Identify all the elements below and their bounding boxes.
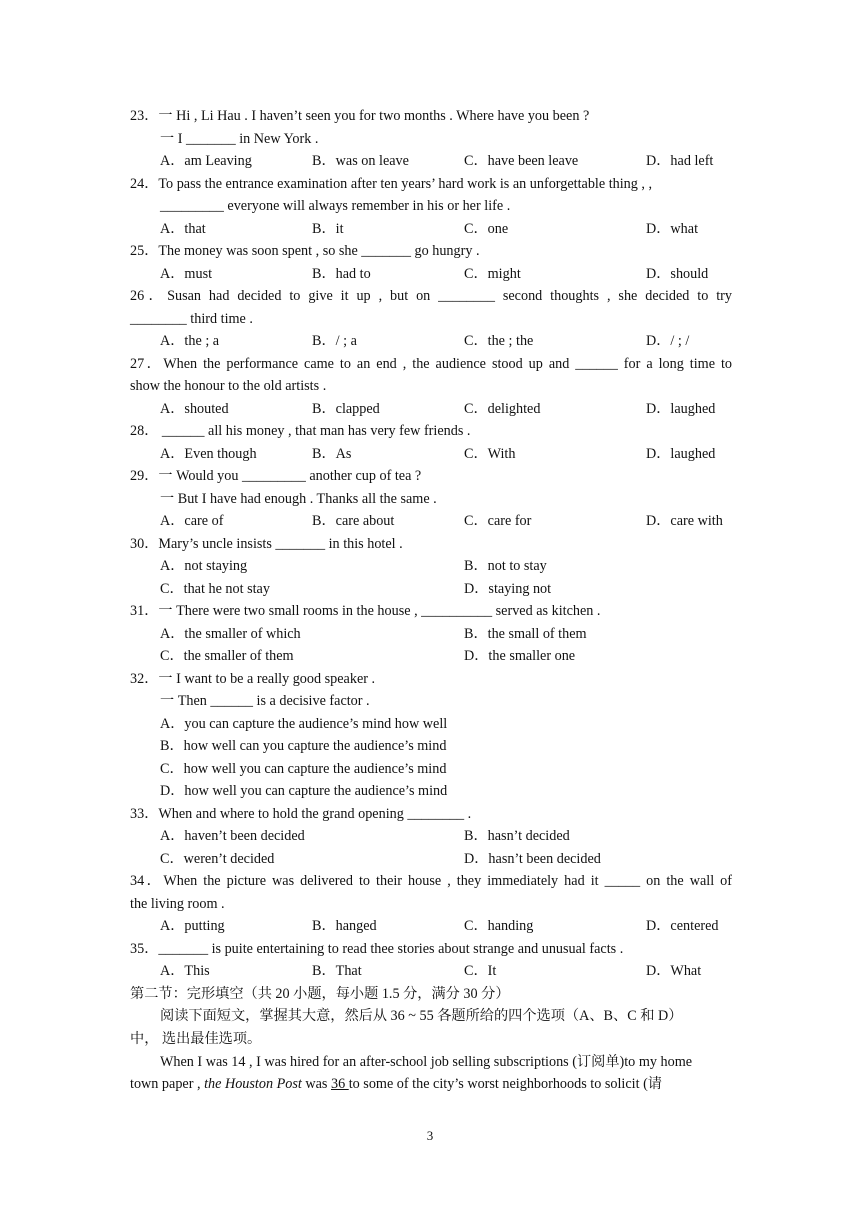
question-23-stem: 23．一 Hi , Li Hau . I haven’t seen you for two months . Where have you been ? bbox=[130, 108, 590, 124]
option-d: D．hasn’t been decided bbox=[464, 851, 601, 867]
question-32-option-d: D．how well you can capture the audience’s mind bbox=[160, 783, 448, 799]
option-b: B．clapped bbox=[312, 401, 380, 417]
question-24-options bbox=[0, 218, 860, 240]
option-d: D．should bbox=[646, 266, 709, 282]
question-34-stem: 34．When the picture was delivered to their house , they immediately had it _____ on the wall of bbox=[130, 873, 732, 889]
question-34-line2: the living room . bbox=[130, 896, 225, 912]
option-a: A．care of bbox=[160, 513, 224, 529]
option-d: D．laughed bbox=[646, 401, 716, 417]
option-a: A．putting bbox=[160, 918, 225, 934]
option-a: A．the smaller of which bbox=[160, 626, 301, 642]
question-26-options bbox=[0, 330, 860, 352]
question-31-stem: 31．一 There were two small rooms in the house , __________ served as kitchen . bbox=[130, 603, 601, 619]
option-d: D．laughed bbox=[646, 446, 716, 462]
question-27-line2: show the honour to the old artists . bbox=[130, 378, 327, 394]
option-d: D．what bbox=[646, 221, 699, 237]
option-c: C．weren’t decided bbox=[160, 851, 275, 867]
option-c: C．that he not stay bbox=[160, 581, 270, 597]
option-d: D．What bbox=[646, 963, 702, 979]
option-c: C．It bbox=[464, 963, 497, 979]
question-24-line2: _________ everyone will always remember in his or her life . bbox=[160, 198, 511, 214]
question-30-options-row1 bbox=[0, 555, 860, 577]
question-26-stem: 26．Susan had decided to give it up , but on ________ second thoughts , she decided to try bbox=[130, 288, 732, 304]
option-c: C．the ; the bbox=[464, 333, 534, 349]
question-34-options bbox=[0, 915, 860, 937]
option-b: B．hasn’t decided bbox=[464, 828, 570, 844]
option-c: C．one bbox=[464, 221, 509, 237]
question-32-option-b: B．how well can you capture the audience’s mind bbox=[160, 738, 447, 754]
option-b: B．it bbox=[312, 221, 344, 237]
question-33-options-row1 bbox=[0, 825, 860, 847]
question-25-stem: 25．The money was soon spent , so she _______ go hungry . bbox=[130, 243, 480, 259]
option-a: A．am Leaving bbox=[160, 153, 252, 169]
option-c: C．might bbox=[464, 266, 521, 282]
option-c: C．With bbox=[464, 446, 516, 462]
option-d: D．the smaller one bbox=[464, 648, 576, 664]
question-28-stem: 28． ______ all his money , that man has very few friends . bbox=[130, 423, 471, 439]
question-35-stem: 35．_______ is puite entertaining to read thee stories about strange and unusual facts . bbox=[130, 941, 624, 957]
option-d: D．centered bbox=[646, 918, 719, 934]
question-23-line2: 一 I _______ in New York . bbox=[160, 131, 319, 147]
option-b: B．/ ; a bbox=[312, 333, 357, 349]
question-30-options-row2 bbox=[0, 578, 860, 600]
option-a: A．not staying bbox=[160, 558, 248, 574]
option-b: B．As bbox=[312, 446, 352, 462]
option-b: B．That bbox=[312, 963, 362, 979]
newspaper-name: the Houston Post bbox=[204, 1076, 302, 1092]
option-d: D．staying not bbox=[464, 581, 552, 597]
question-31-options-row2 bbox=[0, 645, 860, 667]
option-a: A．must bbox=[160, 266, 213, 282]
option-b: B．not to stay bbox=[464, 558, 547, 574]
question-29-options bbox=[0, 510, 860, 532]
option-c: C．care for bbox=[464, 513, 532, 529]
question-29-stem: 29．一 Would you _________ another cup of tea ? bbox=[130, 468, 422, 484]
question-31-options-row1 bbox=[0, 623, 860, 645]
option-c: C．the smaller of them bbox=[160, 648, 294, 664]
option-b: B．had to bbox=[312, 266, 371, 282]
passage-line1: When I was 14 , I was hired for an after-school job selling subscriptions (订阅单)to my home bbox=[160, 1054, 693, 1070]
page-number: 3 bbox=[426, 1128, 434, 1143]
option-a: A．haven’t been decided bbox=[160, 828, 305, 844]
option-c: C．handing bbox=[464, 918, 534, 934]
question-25-options bbox=[0, 263, 860, 285]
instructions-line1: 阅读下面短文，掌握其大意，然后从 36 ~ 55 各题所给的四个选项（A、B、C 和 D） bbox=[160, 1008, 683, 1024]
question-23-options bbox=[0, 150, 860, 172]
question-33-stem: 33．When and where to hold the grand opening ________ . bbox=[130, 806, 472, 822]
section-heading: 第二节：完形填空（共 20 小题，每小题 1.5 分，满分 30 分） bbox=[130, 986, 510, 1002]
instructions-line2: 中， 选出最佳选项。 bbox=[130, 1031, 262, 1047]
passage-line2 bbox=[130, 1073, 732, 1095]
option-a: A．the ; a bbox=[160, 333, 220, 349]
question-24-stem: 24．To pass the entrance examination after ten years’ hard work is an unforgettable thing , , bbox=[130, 176, 653, 192]
option-b: B．the small of them bbox=[464, 626, 587, 642]
question-27-options bbox=[0, 398, 860, 420]
option-d: D．/ ; / bbox=[646, 333, 690, 349]
question-28-options bbox=[0, 443, 860, 465]
passage-text: town paper , bbox=[130, 1076, 205, 1092]
option-b: B．hanged bbox=[312, 918, 377, 934]
question-32-option-c: C．how well you can capture the audience’s mind bbox=[160, 761, 447, 777]
blank-36: 36 bbox=[330, 1076, 349, 1092]
question-32-option-a: A．you can capture the audience’s mind how well bbox=[160, 716, 448, 732]
passage-text: to some of the city’s worst neighborhoods to solicit (请 bbox=[348, 1076, 662, 1092]
option-d: D．had left bbox=[646, 153, 714, 169]
question-32-stem: 32．一 I want to be a really good speaker . bbox=[130, 671, 376, 687]
question-32-line2: 一 Then ______ is a decisive factor . bbox=[160, 693, 370, 709]
option-a: A．that bbox=[160, 221, 206, 237]
question-33-options-row2 bbox=[0, 848, 860, 870]
question-27-stem: 27．When the performance came to an end , the audience stood up and ______ for a long time to bbox=[130, 356, 732, 372]
option-b: B．was on leave bbox=[312, 153, 409, 169]
question-26-line2: ________ third time . bbox=[130, 311, 253, 327]
option-a: A．Even though bbox=[160, 446, 257, 462]
passage-text: was bbox=[301, 1076, 331, 1092]
question-29-line2: 一 But I have had enough . Thanks all the same . bbox=[160, 491, 437, 507]
option-b: B．care about bbox=[312, 513, 395, 529]
option-c: C．have been leave bbox=[464, 153, 579, 169]
option-a: A．shouted bbox=[160, 401, 229, 417]
option-c: C．delighted bbox=[464, 401, 541, 417]
option-a: A．This bbox=[160, 963, 210, 979]
option-d: D．care with bbox=[646, 513, 723, 529]
question-35-options bbox=[0, 960, 860, 982]
question-30-stem: 30．Mary’s uncle insists _______ in this hotel . bbox=[130, 536, 403, 552]
